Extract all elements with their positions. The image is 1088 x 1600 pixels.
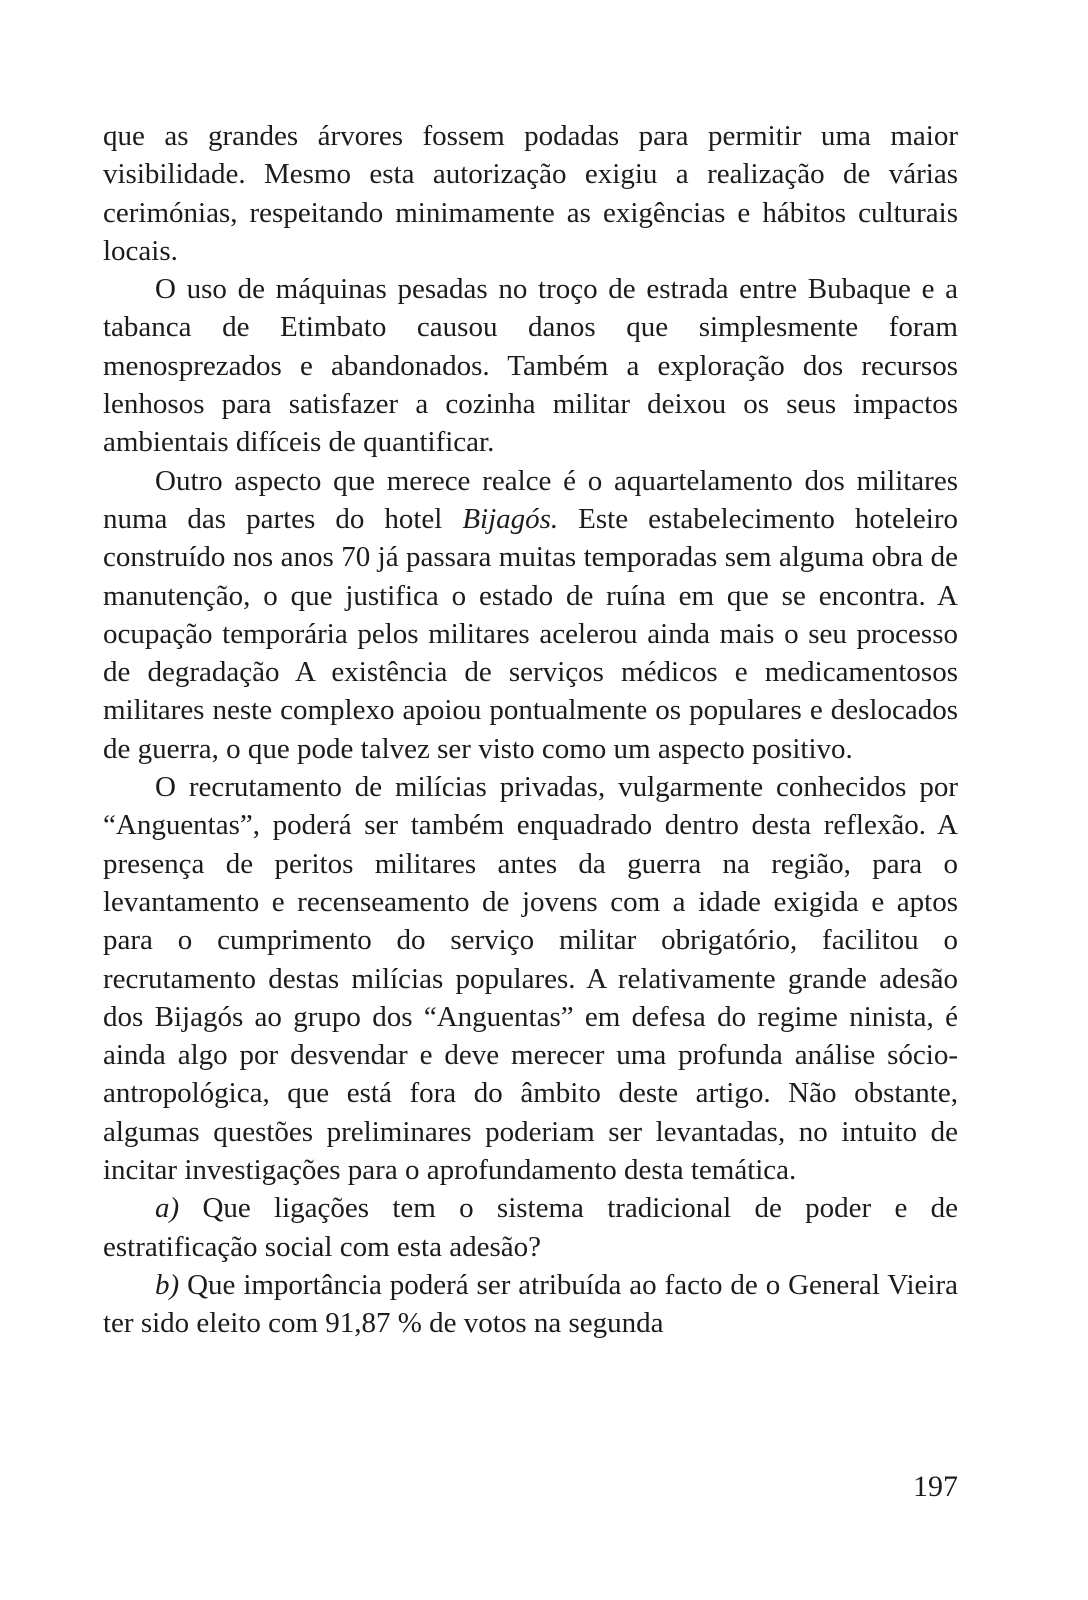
paragraph-1: que as grandes árvores fossem podadas para permitir uma maior visibilidade. Mesmo esta autorização exigiu a realização de várias cerimónias, respeitando minimamente as exigências e hábitos culturais locais. [103,120,958,267]
question-a [103,1189,958,1266]
page-number: 197 [913,1470,958,1503]
paragraph-3-text-end: Este estabelecimento hoteleiro construído nos anos 70 já passara muitas temporadas sem alguma obra de manutenção, o que justifica o estado de ruína em que se encontra. A ocupação temporária pelos militares acelerou ainda mais o seu processo de degradação A existência de serviços médicos e medicamentosos militares neste complexo apoiou pontualmente os populares e deslocados de guerra, o que pode talvez ser visto como um aspecto positivo. [103,502,958,765]
paragraph-2: O uso de máquinas pesadas no troço de estrada entre Bubaque e a tabanca de Etimbato causou danos que simplesmente foram menosprezados e abandonados. Também a exploração dos recursos lenhosos para satisfazer a cozinha militar deixou os seus impactos ambientais difíceis de quantificar. [103,273,958,459]
paragraph-4: O recrutamento de milícias privadas, vulgarmente conhecidos por “Anguentas”, poderá ser também enquadrado dentro desta reflexão. A presença de peritos militares antes da guerra na região, para o levantamento e recenseamento de jovens com a idade exigida e aptos para o cumprimento do serviço militar obrigatório, facilitou o recrutamento destas milícias populares. A relativamente grande adesão dos Bijagós ao grupo dos “Anguentas” em defesa do regime ninista, é ainda algo por desvendar e deve merecer uma profunda análise sócio-antropológica, que está fora do âmbito deste artigo. Não obstante, algumas questões preliminares poderiam ser levantadas, no intuito de incitar investigações para o aprofundamento desta temática. [103,771,958,1187]
question-a-label: a) [155,1192,180,1225]
question-b-label: b) [155,1268,180,1301]
question-b-text: Que importância poderá ser atribuída ao facto de o General Vieira ter sido eleito com 91,87 % de votos na segunda [103,1268,958,1340]
page-body [103,117,958,1343]
paragraph-3 [103,462,958,768]
hotel-name: Bijagós. [462,502,559,535]
question-a-text: Que ligações tem o sistema tradicional de poder e de estratificação social com esta adesão? [103,1192,958,1263]
paragraph-3-text-start: Outro aspecto que merece realce é o aquartelamento dos militares numa das partes do hotel [103,464,958,535]
question-b [103,1266,958,1343]
